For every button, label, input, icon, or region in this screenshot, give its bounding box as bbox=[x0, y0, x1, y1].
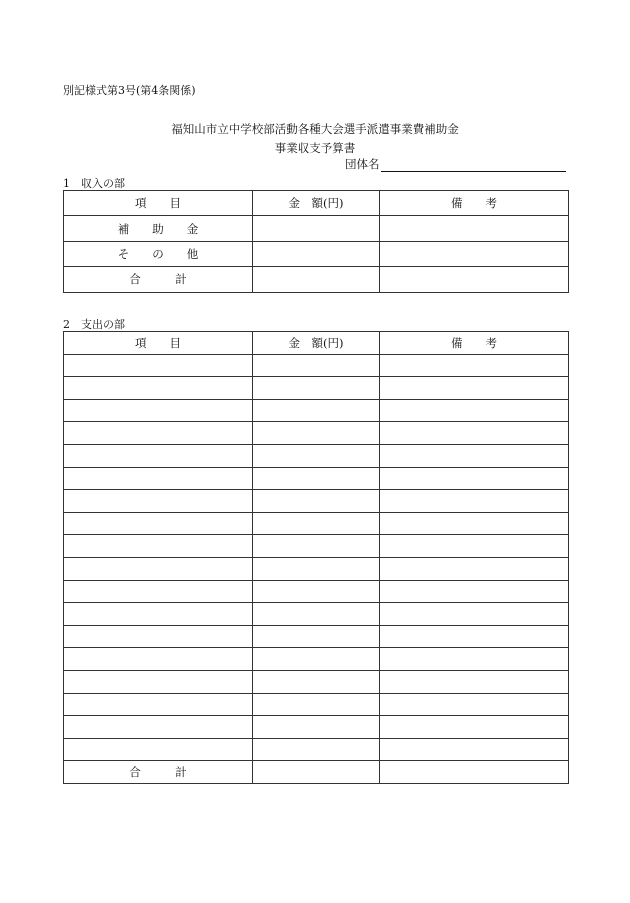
expense-row bbox=[64, 377, 569, 400]
income-item-other: そ の 他 bbox=[64, 241, 253, 266]
expense-row bbox=[64, 716, 569, 739]
expense-amount-cell[interactable] bbox=[253, 670, 380, 693]
income-amount-cell[interactable] bbox=[253, 267, 380, 292]
income-section-number: 1 bbox=[63, 177, 70, 190]
expense-item-cell[interactable] bbox=[64, 648, 253, 671]
expense-note-cell[interactable] bbox=[380, 399, 569, 422]
expense-item-cell[interactable] bbox=[64, 490, 253, 513]
expense-note-cell[interactable] bbox=[380, 377, 569, 400]
organization-input-line[interactable] bbox=[381, 158, 566, 172]
expense-note-cell[interactable] bbox=[380, 761, 569, 784]
expense-amount-cell[interactable] bbox=[253, 490, 380, 513]
expense-note-cell[interactable] bbox=[380, 648, 569, 671]
expense-item-cell[interactable] bbox=[64, 399, 253, 422]
income-item-total: 合 計 bbox=[64, 267, 253, 292]
expense-amount-cell[interactable] bbox=[253, 422, 380, 445]
organization-label: 団体名 bbox=[345, 157, 380, 171]
expense-note-cell[interactable] bbox=[380, 603, 569, 626]
income-section-heading bbox=[63, 175, 125, 191]
expense-item-cell[interactable] bbox=[64, 716, 253, 739]
expense-item-cell[interactable] bbox=[64, 603, 253, 626]
expense-col-note: 備 考 bbox=[380, 332, 569, 355]
expense-amount-cell[interactable] bbox=[253, 625, 380, 648]
income-note-cell[interactable] bbox=[380, 216, 569, 241]
expense-row bbox=[64, 354, 569, 377]
expense-amount-cell[interactable] bbox=[253, 648, 380, 671]
expense-item-cell[interactable] bbox=[64, 580, 253, 603]
expense-section-number: 2 bbox=[63, 318, 70, 331]
form-reference: 別記様式第3号(第4条関係) bbox=[63, 84, 196, 97]
expense-amount-cell[interactable] bbox=[253, 399, 380, 422]
expense-item-cell[interactable] bbox=[64, 467, 253, 490]
expense-item-cell[interactable] bbox=[64, 535, 253, 558]
income-col-item: 項 目 bbox=[64, 191, 253, 216]
expense-note-cell[interactable] bbox=[380, 580, 569, 603]
income-row-subsidy bbox=[64, 216, 569, 241]
expense-row bbox=[64, 467, 569, 490]
income-amount-cell[interactable] bbox=[253, 216, 380, 241]
expense-note-cell[interactable] bbox=[380, 422, 569, 445]
income-note-cell[interactable] bbox=[380, 241, 569, 266]
expense-amount-cell[interactable] bbox=[253, 444, 380, 467]
expense-note-cell[interactable] bbox=[380, 467, 569, 490]
expense-row bbox=[64, 580, 569, 603]
expense-item-cell[interactable] bbox=[64, 738, 253, 761]
income-col-note: 備 考 bbox=[380, 191, 569, 216]
expense-row bbox=[64, 693, 569, 716]
expense-table bbox=[63, 331, 569, 784]
expense-note-cell[interactable] bbox=[380, 535, 569, 558]
expense-item-total: 合 計 bbox=[64, 761, 253, 784]
expense-row-total bbox=[64, 761, 569, 784]
expense-section-heading bbox=[63, 316, 125, 332]
expense-amount-cell[interactable] bbox=[253, 467, 380, 490]
expense-note-cell[interactable] bbox=[380, 738, 569, 761]
expense-row bbox=[64, 738, 569, 761]
expense-item-cell[interactable] bbox=[64, 670, 253, 693]
expense-col-item: 項 目 bbox=[64, 332, 253, 355]
expense-table-body bbox=[64, 354, 569, 783]
expense-amount-cell[interactable] bbox=[253, 512, 380, 535]
expense-amount-cell[interactable] bbox=[253, 580, 380, 603]
expense-note-cell[interactable] bbox=[380, 693, 569, 716]
expense-amount-cell[interactable] bbox=[253, 535, 380, 558]
expense-section-title: 支出の部 bbox=[81, 318, 125, 331]
expense-row bbox=[64, 603, 569, 626]
expense-note-cell[interactable] bbox=[380, 444, 569, 467]
expense-note-cell[interactable] bbox=[380, 670, 569, 693]
expense-note-cell[interactable] bbox=[380, 557, 569, 580]
expense-amount-cell[interactable] bbox=[253, 354, 380, 377]
expense-row bbox=[64, 490, 569, 513]
expense-row bbox=[64, 648, 569, 671]
income-item-subsidy: 補 助 金 bbox=[64, 216, 253, 241]
expense-note-cell[interactable] bbox=[380, 716, 569, 739]
expense-amount-cell[interactable] bbox=[253, 716, 380, 739]
expense-col-amount: 金 額(円) bbox=[253, 332, 380, 355]
expense-note-cell[interactable] bbox=[380, 490, 569, 513]
expense-row bbox=[64, 557, 569, 580]
expense-note-cell[interactable] bbox=[380, 625, 569, 648]
expense-amount-cell[interactable] bbox=[253, 603, 380, 626]
income-section-title: 収入の部 bbox=[81, 177, 125, 190]
expense-row bbox=[64, 535, 569, 558]
expense-amount-cell[interactable] bbox=[253, 693, 380, 716]
expense-note-cell[interactable] bbox=[380, 354, 569, 377]
expense-item-cell[interactable] bbox=[64, 444, 253, 467]
document-title: 福知山市立中学校部活動各種大会選手派遣事業費補助金 bbox=[171, 122, 459, 136]
expense-note-cell[interactable] bbox=[380, 512, 569, 535]
expense-header-row bbox=[64, 332, 569, 355]
expense-row bbox=[64, 670, 569, 693]
expense-row bbox=[64, 512, 569, 535]
income-table bbox=[63, 190, 569, 293]
expense-item-cell[interactable] bbox=[64, 693, 253, 716]
income-row-total bbox=[64, 267, 569, 292]
expense-row bbox=[64, 625, 569, 648]
expense-item-cell[interactable] bbox=[64, 512, 253, 535]
income-amount-cell[interactable] bbox=[253, 241, 380, 266]
expense-item-cell[interactable] bbox=[64, 377, 253, 400]
expense-amount-cell[interactable] bbox=[253, 557, 380, 580]
expense-row bbox=[64, 444, 569, 467]
expense-item-cell[interactable] bbox=[64, 557, 253, 580]
expense-item-cell[interactable] bbox=[64, 625, 253, 648]
expense-amount-cell[interactable] bbox=[253, 377, 380, 400]
expense-row bbox=[64, 422, 569, 445]
document-subtitle: 事業収支予算書 bbox=[274, 141, 356, 155]
income-row-other bbox=[64, 241, 569, 266]
income-header-row bbox=[64, 191, 569, 216]
income-col-amount: 金 額(円) bbox=[253, 191, 380, 216]
expense-item-cell[interactable] bbox=[64, 354, 253, 377]
expense-amount-cell[interactable] bbox=[253, 761, 380, 784]
income-note-cell[interactable] bbox=[380, 267, 569, 292]
expense-item-cell[interactable] bbox=[64, 422, 253, 445]
expense-row bbox=[64, 399, 569, 422]
expense-amount-cell[interactable] bbox=[253, 738, 380, 761]
organization-field bbox=[345, 156, 566, 172]
